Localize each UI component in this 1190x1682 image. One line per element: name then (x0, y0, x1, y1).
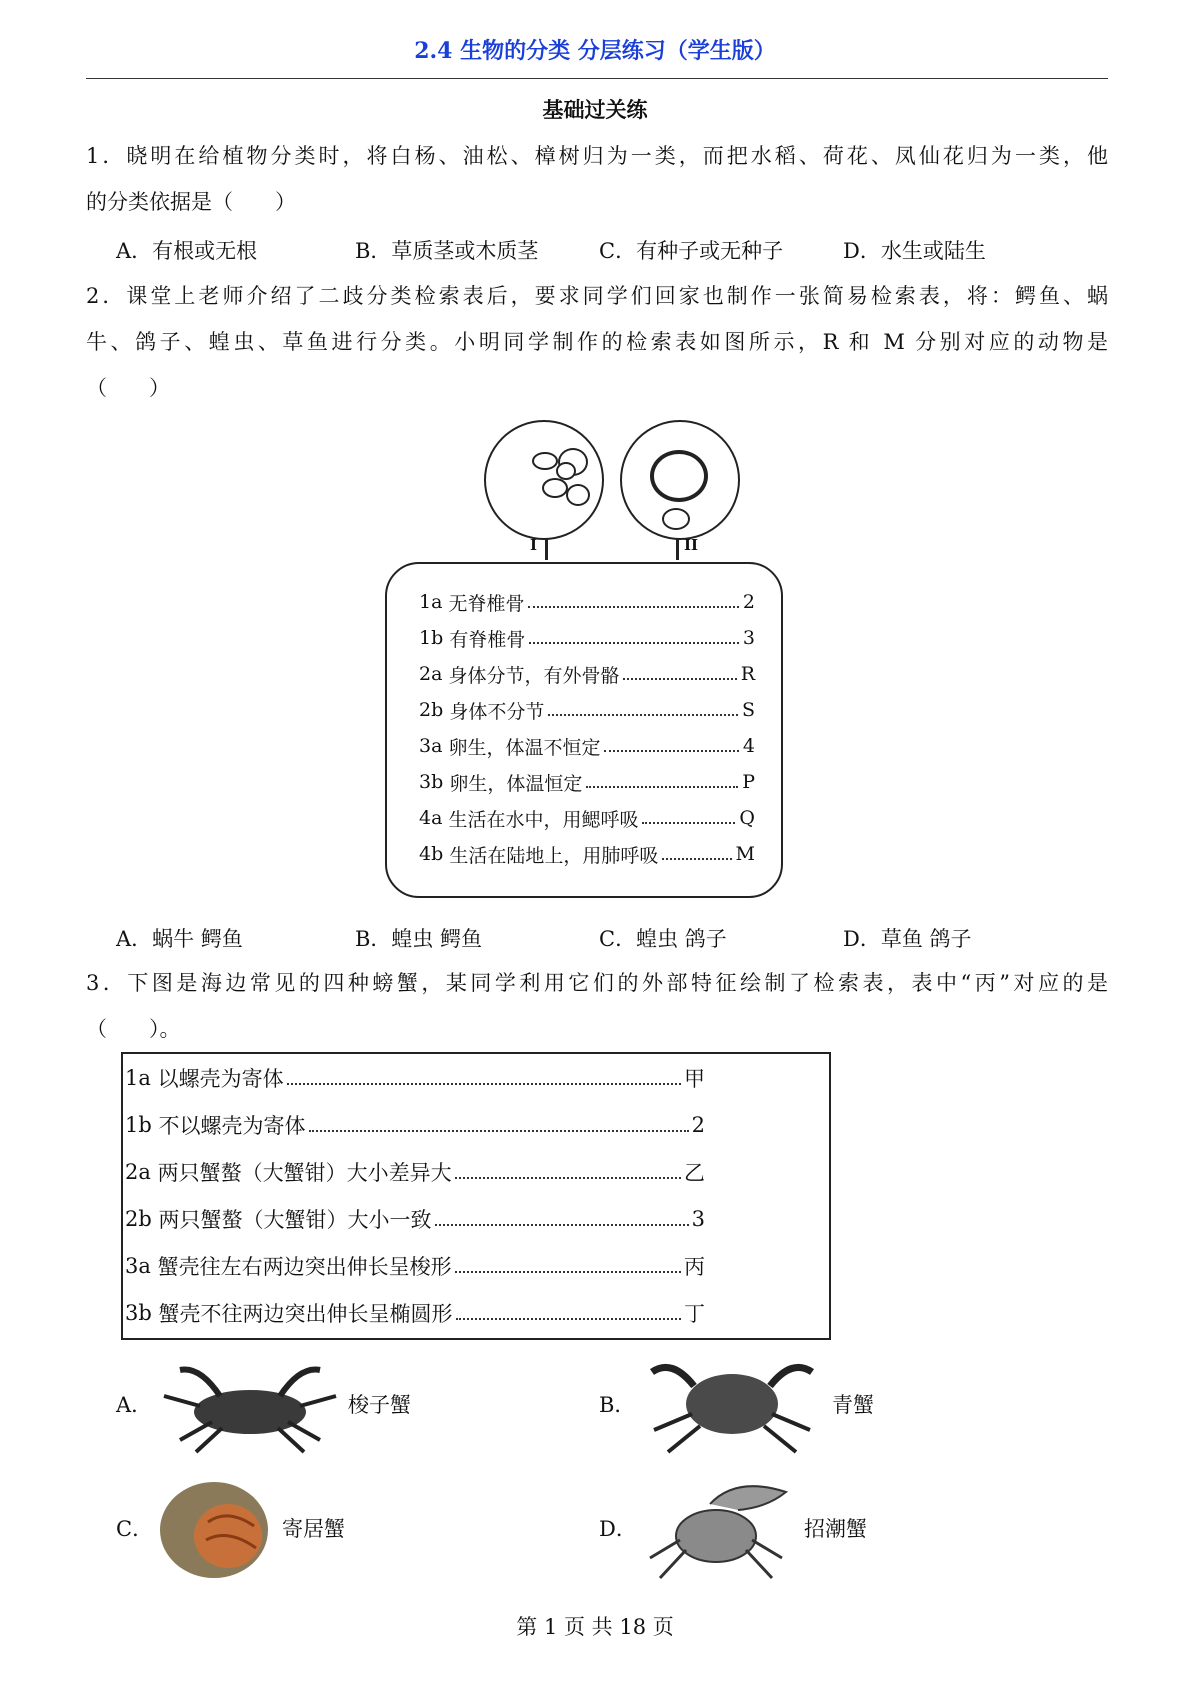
q3-option-c-name: 寄居蟹 (282, 1517, 345, 1541)
q1-option-a[interactable]: A．有根或无根 (116, 239, 258, 263)
page-footer: 第 1 页 共 18 页 (516, 1615, 674, 1639)
q3-option-a-name: 梭子蟹 (348, 1393, 411, 1417)
figure-label-i: I (530, 536, 538, 554)
key-row: 3a 卵生，体温不恒定 4 (419, 735, 755, 759)
q1-option-d[interactable]: D．水生或陆生 (843, 239, 986, 263)
q3-option-b-name: 青蟹 (832, 1393, 874, 1417)
key-row: 4b 生活在陆地上，用肺呼吸 M (419, 843, 755, 867)
key-row: 1b 有脊椎骨 3 (419, 627, 755, 651)
q1-option-c[interactable]: C．有种子或无种子 (599, 239, 784, 263)
q2-dichotomous-key (385, 562, 783, 898)
figure-circle-ii (620, 420, 740, 540)
q1-option-b[interactable]: B．草质茎或木质茎 (355, 239, 539, 263)
q3-option-b-letter[interactable]: B． (599, 1393, 636, 1417)
table-row: 3a 蟹壳往左右两边突出伸长呈梭形 丙 (125, 1254, 705, 1279)
q3-option-c-letter[interactable]: C． (116, 1517, 154, 1541)
section-title: 基础过关练 (542, 97, 648, 122)
key-row: 1a 无脊椎骨 2 (419, 591, 755, 615)
q3-stem-line2: （ ）。 (86, 1017, 181, 1041)
page-header-title: 2.4 生物的分类 分层练习（学生版） (414, 38, 776, 64)
key-row: 4a 生活在水中，用鳃呼吸 Q (419, 807, 755, 831)
q2-stem-line3: （ ） (86, 376, 170, 400)
q1-stem-line1: 1．晓明在给植物分类时，将白杨、油松、樟树归为一类，而把水稻、荷花、凤仙花归为一类，他 (86, 144, 1108, 168)
table-row: 3b 蟹壳不往两边突出伸长呈椭圆形 丁 (125, 1301, 705, 1326)
table-row: 1a 以螺壳为寄体 甲 (125, 1066, 705, 1091)
key-row: 3b 卵生，体温恒定 P (419, 771, 755, 795)
figure-stem-ii (676, 538, 679, 560)
mud-crab-image (644, 1352, 820, 1458)
q2-stem-line1: 2．课堂上老师介绍了二歧分类检索表后，要求同学们回家也制作一张简易检索表，将：鳄鱼、蜗 (86, 284, 1108, 308)
swimming-crab-image (160, 1356, 340, 1456)
q2-stem-line2: 牛、鸽子、蝗虫、草鱼进行分类。小明同学制作的检索表如图所示，R 和 M 分别对应的动物是 (86, 330, 1108, 354)
key-row: 2b 身体不分节 S (419, 699, 755, 723)
table-row: 2b 两只蟹螯（大蟹钳）大小一致 3 (125, 1207, 705, 1232)
table-row: 2a 两只蟹螯（大蟹钳）大小差异大 乙 (125, 1160, 705, 1185)
q2-option-c[interactable]: C．蝗虫 鸽子 (599, 927, 727, 951)
figure-circle-i (484, 420, 604, 540)
q3-option-d-letter[interactable]: D． (599, 1517, 637, 1541)
header-divider (86, 78, 1108, 79)
q3-option-d-name: 招潮蟹 (804, 1517, 867, 1541)
figure-label-ii: II (684, 536, 699, 554)
hermit-crab-image (158, 1478, 278, 1582)
q3-key-table (121, 1052, 831, 1340)
table-row: 1b 不以螺壳为寄体 2 (125, 1113, 705, 1138)
q1-stem-line2: 的分类依据是（ ） (86, 190, 296, 214)
fiddler-crab-image (646, 1474, 794, 1582)
q2-option-a[interactable]: A．蜗牛 鳄鱼 (116, 927, 243, 951)
figure-stem-i (545, 538, 548, 560)
key-row: 2a 身体分节，有外骨骼 R (419, 663, 755, 687)
q3-option-a-letter[interactable]: A． (116, 1393, 153, 1417)
q2-option-b[interactable]: B．蝗虫 鳄鱼 (355, 927, 483, 951)
q2-option-d[interactable]: D．草鱼 鸽子 (843, 927, 972, 951)
q3-stem-line1: 3．下图是海边常见的四种螃蟹，某同学利用它们的外部特征绘制了检索表，表中“丙”对应的是 (86, 971, 1108, 995)
